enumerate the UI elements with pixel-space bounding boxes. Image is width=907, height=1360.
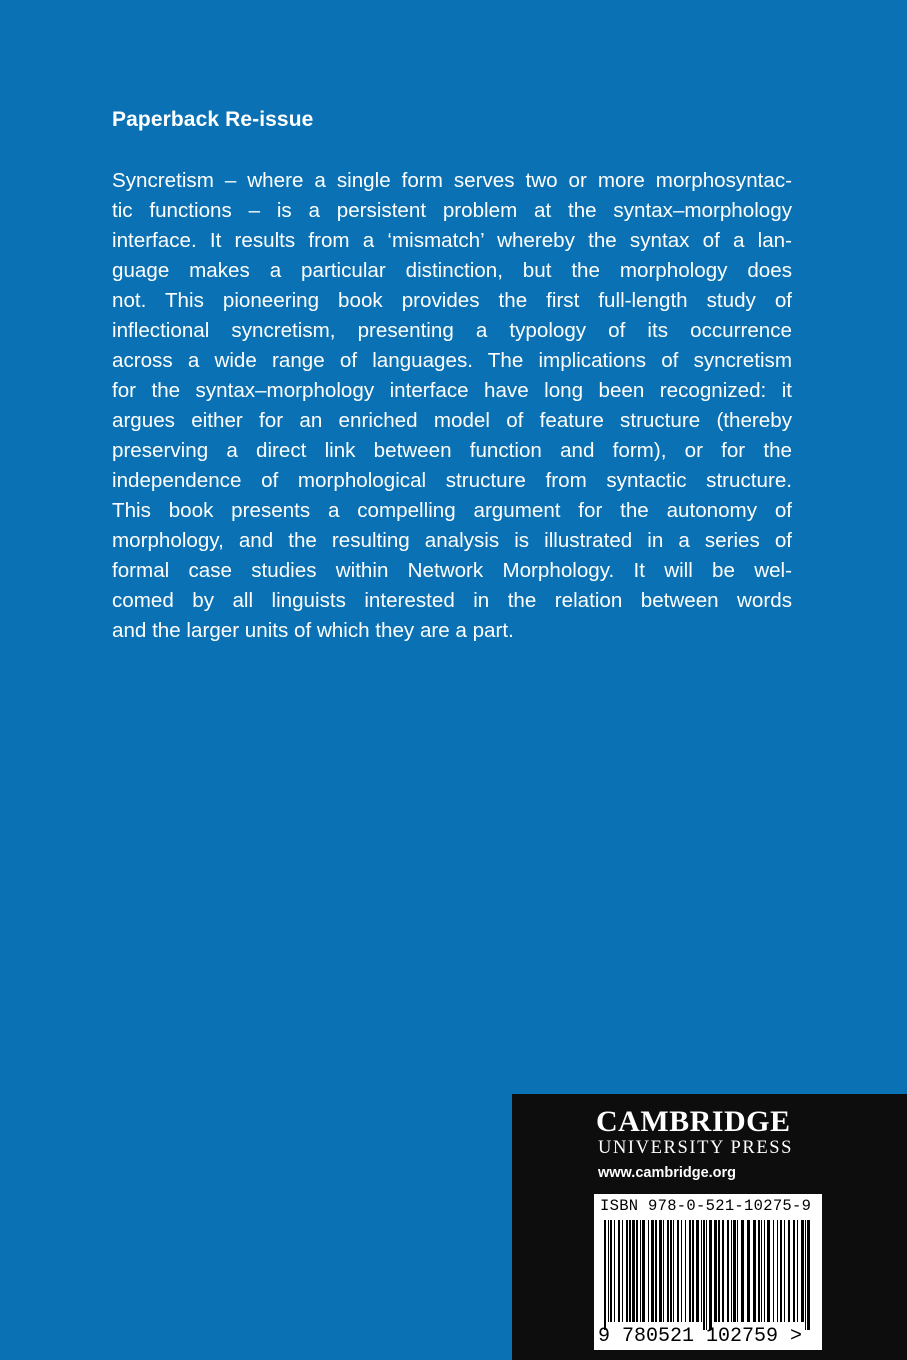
description-line: independence of morphological structure from syntactic structure. <box>112 469 792 492</box>
description-line: morphology, and the resulting analysis is illustrated in a series of <box>112 529 792 552</box>
description-line: not. This pioneering book provides the first full-length study of <box>112 289 792 312</box>
barcode-digits: 9 780521 102759 > <box>598 1325 803 1348</box>
publisher-panel <box>512 1094 907 1360</box>
description-line: tic functions – is a persistent problem at the syntax–morphology <box>112 199 792 222</box>
publisher-subname: UNIVERSITY PRESS <box>598 1138 794 1158</box>
barcode-label <box>594 1194 822 1350</box>
barcode-icon <box>594 1218 822 1330</box>
description-line: interface. It results from a ‘mismatch’ whereby the syntax of a lan- <box>112 229 792 252</box>
description-line: for the syntax–morphology interface have long been recognized: it <box>112 379 792 402</box>
description-line: formal case studies within Network Morphology. It will be wel- <box>112 559 792 582</box>
description-line: This book presents a compelling argument for the autonomy of <box>112 499 792 522</box>
description-line: across a wide range of languages. The implications of syncretism <box>112 349 792 372</box>
isbn-text: ISBN 978-0-521-10275-9 <box>600 1197 812 1215</box>
description-line: comed by all linguists interested in the relation between words <box>112 589 792 612</box>
reissue-label: Paperback Re-issue <box>112 108 314 131</box>
description-line: Syncretism – where a single form serves two or more morphosyntac- <box>112 169 792 192</box>
description-line: inflectional syncretism, presenting a typology of its occurrence <box>112 319 792 342</box>
description-line: guage makes a particular distinction, but the morphology does <box>112 259 792 282</box>
description-line: preserving a direct link between function and form), or for the <box>112 439 792 462</box>
description-line: argues either for an enriched model of feature structure (thereby <box>112 409 792 432</box>
description-line: and the larger units of which they are a part. <box>112 619 514 642</box>
publisher-website: www.cambridge.org <box>598 1165 737 1181</box>
book-description <box>112 166 792 646</box>
publisher-name: CAMBRIDGE <box>596 1105 791 1138</box>
